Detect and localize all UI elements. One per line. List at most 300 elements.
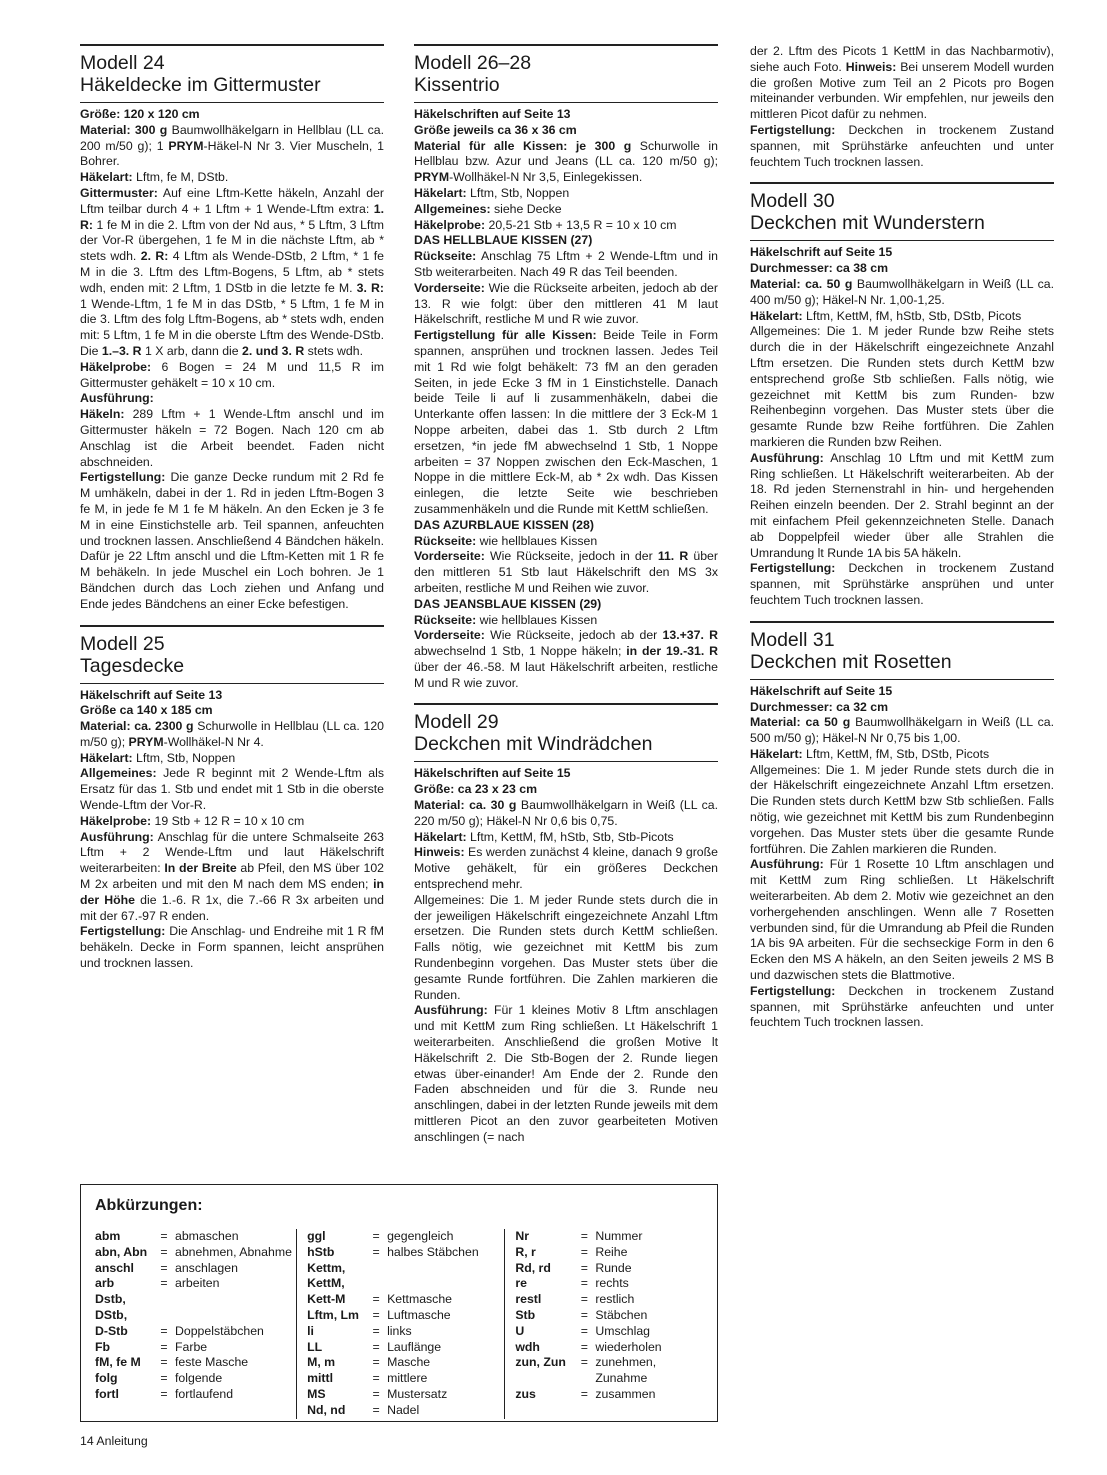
bold-text: Häkelprobe:: [80, 359, 152, 374]
abbreviations-title: Abkürzungen:: [95, 1197, 203, 1214]
bold-text: Material: ca. 30 g: [414, 798, 517, 813]
paragraph: [414, 328, 718, 518]
section-title: [414, 711, 718, 755]
bold-text: Häkelart:: [414, 829, 467, 844]
abbr-value: [175, 1292, 296, 1308]
abbr-row: [95, 1229, 296, 1245]
text: Bei unserem Modell wurden die großen Motive zum Teil an 2 Picots pro Bogen miteinander verbunden. Wir empfehlen, nur jeweils den mittleren Picot dafür zu nehmen.: [750, 59, 1054, 122]
section-title: [80, 633, 384, 677]
abbr-value: feste Masche: [175, 1355, 249, 1370]
paragraph: [80, 107, 384, 123]
abbr-equals: =: [160, 1386, 168, 1401]
paragraph: [80, 407, 384, 470]
abbr-value: [387, 1261, 504, 1293]
bold-text: Häkelart:: [80, 750, 133, 765]
abbreviations-table: [95, 1229, 703, 1419]
abbr-equals: =: [372, 1339, 380, 1354]
abbr-key: DStb,: [95, 1307, 128, 1322]
paragraph: [750, 261, 1054, 277]
text: 1 Wende-Lftm, 1 fe M in das DStb, * 5 Lftm, 1 fe M in die 3. Lftm des folg Lftm-Bogens, ab * stets wdh, enden mit: 5 Lftm, 1 fe M in die oberste Lftm des Wende-DStb. Die: [80, 296, 384, 358]
paragraph: [80, 170, 384, 186]
abbr-key: anschl: [95, 1260, 134, 1275]
bold-text: Häkelschrift auf Seite 15: [750, 683, 893, 698]
bold-text: Fertigstellung:: [750, 983, 836, 998]
bold-text: 3. R:: [356, 280, 384, 295]
text: abwechselnd 1 Stb, 1 Noppe häkeln;: [414, 644, 627, 659]
bold-text: Ausführung:: [80, 391, 154, 406]
abbr-key: fM, fe M: [95, 1355, 141, 1370]
text: Baumwollhäkelgarn in Weiß (LL ca. 400 m/50 g); Häkel-N Nr. 1,00-1,25.: [750, 276, 1055, 307]
abbr-row: [515, 1308, 703, 1324]
text: Auf eine Lftm-Kette häkeln, Anzahl der Lftm teilbar durch 4 + 1 Lftm + 1 Wende-Lftm extra:: [80, 185, 384, 216]
paragraph: [414, 139, 718, 186]
bold-text: Häkelprobe:: [414, 217, 486, 232]
abbr-key: R, r: [515, 1244, 536, 1259]
bold-text: DAS AZURBLAUE KISSEN (28): [414, 517, 594, 532]
abbr-column-1: [95, 1229, 296, 1419]
text: Allgemeines: Die 1. M jeder Runde stets durch die in der Häkelschrift eingezeichnete Anzahl Lftm ersetzen. Die Runden stets durch KettM bzw Stb schließen. Falls nötig, wie gezeichnet mit KettM bis zum Rundenbeginn vorgehen. Das Muster stets über die gesamte Runde fortführen. Die Zahlen markieren die Runden.: [750, 762, 1054, 856]
abbr-key: Rd, rd: [515, 1260, 551, 1275]
abbr-key: Kettm, KettM,: [307, 1260, 346, 1291]
paragraph: [414, 233, 718, 249]
bold-text: Rückseite:: [414, 533, 477, 548]
text: Anschlag 10 Lftm und mit KettM zum Ring schließen. Lt Häkelschrift weiterarbeiten. Ab der 18. Rd jeden Sternenstrahl in hin- und hergehenden Reihen einzeln beenden. Der 2. Strahl beginnt an der mit einfachem Pfeil gekennzeichneten Stelle. Danach ab Doppelpfeil wieder über alle Strahlen die Umrandung lt Runde 1A bis 5A häkeln.: [750, 450, 1054, 560]
abbr-equals: =: [580, 1307, 588, 1322]
abbr-key: Dstb,: [95, 1292, 126, 1307]
abbr-row: [307, 1340, 504, 1356]
bold-text: 1.–3. R: [101, 343, 142, 358]
bold-text: Größe ca 140 x 185 cm: [80, 703, 213, 718]
paragraph: [414, 534, 718, 550]
abbr-row: [515, 1229, 703, 1245]
bold-text: Fertigstellung:: [750, 122, 836, 137]
bold-text: Allgemeines:: [80, 766, 157, 781]
text: Wie Rückseite, jedoch ab der: [484, 628, 663, 643]
bold-text: 2. R:: [140, 249, 169, 264]
paragraph: [414, 281, 718, 328]
text: 20,5-21 Stb + 13,5 R = 10 x 10 cm: [485, 217, 677, 232]
text: Lftm, fe M, DStb.: [132, 170, 229, 185]
section: [80, 44, 384, 613]
abbr-equals: =: [372, 1371, 380, 1386]
bold-text: Fertigstellung:: [80, 924, 166, 939]
section: [750, 44, 1054, 170]
abbr-key: ggl: [307, 1229, 326, 1243]
text: stets wdh.: [304, 343, 363, 358]
divider: [414, 102, 718, 103]
abbr-row: [307, 1292, 504, 1308]
bold-text: Material: ca. 50 g: [750, 276, 853, 291]
text: Lftm, Stb, Noppen: [466, 185, 570, 200]
text: 4 Lftm als Wende-DStb, 2 Lftm, * 1 fe M in die 3. Lftm des Lftm-Bogens, 5 Lftm, ab * stets wdh, enden mit: 2 Lftm, 1 DStb in die letzte fe M.: [80, 249, 384, 295]
abbr-key: Stb: [515, 1307, 536, 1322]
divider: [80, 683, 384, 684]
text: ab Pfeil, den MS über 102 M 2x arbeiten und mit den M nach dem MS enden;: [80, 861, 384, 892]
abbr-equals: =: [160, 1244, 168, 1259]
paragraph: [414, 107, 718, 123]
paragraph: [750, 715, 1054, 747]
abbr-column-3: [504, 1229, 703, 1419]
bold-text: Fertigstellung für alle Kissen:: [414, 328, 597, 343]
paragraph: [750, 309, 1054, 325]
section: [80, 625, 384, 972]
text: Die ganze Decke rundum mit 2 Rd fe M umhäkeln, dabei in der 1. Rd in jeden Lftm-Bogen 3 fe M, in jede fe M 1 fe M häkeln. An den Ecken je 3 fe M in eine Einstichstelle arb. Teil spannen, anfeuchten und trocknen lassen. Anschließend 4 Bändchen häkeln. Dafür je 22 Lftm anschl und die Lftm-Ketten mit 1 R fe M behäkeln. In jede Muschel ein Loch bohren. Je 1 Bändchen durch das Loch ziehen und Anfang und Ende jedes Bändchens an einer Ecke befestigen.: [80, 470, 384, 611]
bold-text: 13.+37. R: [662, 628, 718, 643]
divider: [750, 679, 1054, 680]
abbr-row: [307, 1261, 504, 1293]
abbr-value: zunehmen,: [595, 1355, 657, 1370]
text: Beide Teile in Form spannen, ansprühen und trocknen lassen. Jedes Teil mit 1 Rd wie folgt behäkelt: 73 fM an den geraden Seiten, in jede Ecke 3 fM in 1 Einstichstelle. Danach beide Teile li auf li zusammenhäkeln, dabei die Unterkante offen lassen: In die mittlere der 3 Eck-M 1 Noppe arbeiten, dabei das 1. Stb durch 2 Lftm ersetzen, *in jede fM abwechselnd 1 Stb, 1 Noppe arbeiten = 37 Noppen zwischen den Eck-Maschen, 1 Noppe in die mittlere Eck-M, ab * 2x wdh. Das Kissen einlegen, die letzte Seite wie beschrieben zusammenhäkeln und die Runde mit KettM schließen.: [414, 328, 718, 516]
text: Schurwolle in Hellblau (LL ca. 120 m/50 g);: [80, 719, 384, 749]
bold-text: Rückseite:: [414, 249, 477, 264]
abbr-value: Masche: [387, 1355, 431, 1370]
abbr-equals: =: [160, 1276, 168, 1291]
title-line: Modell 29: [414, 711, 499, 734]
bold-text: Durchmesser: ca 38 cm: [750, 261, 889, 276]
abbr-value: Kettmasche: [387, 1292, 453, 1307]
bold-text: Häkelart:: [750, 308, 803, 323]
abbr-equals: =: [580, 1323, 588, 1338]
abbr-row: [307, 1387, 504, 1403]
bold-text: in der 19.-31. R: [626, 644, 718, 659]
section: [414, 703, 718, 1145]
abbr-value: gegengleich: [387, 1229, 454, 1243]
paragraph: [414, 830, 718, 846]
bold-text: Größe: ca 23 x 23 cm: [414, 782, 538, 797]
paragraph: [750, 324, 1054, 450]
section-title: [750, 190, 1054, 234]
text: über der 46.-58. M laut Häkelschrift arbeiten, restliche M und R wie zuvor.: [414, 659, 718, 690]
section-title: [750, 629, 1054, 673]
abbr-row: [95, 1276, 296, 1292]
bold-text: Größe jeweils ca 36 x 36 cm: [414, 122, 577, 137]
abbr-equals: =: [372, 1244, 380, 1259]
paragraph: [80, 688, 384, 704]
paragraph: [414, 249, 718, 281]
abbr-row: [515, 1276, 703, 1292]
abbr-key: U: [515, 1323, 525, 1338]
abbr-row: [95, 1387, 296, 1403]
text: Die Anschlag- und Endreihe mit 1 R fM behäkeln. Decke in Form spannen, leicht ansprühen und trocknen lassen.: [80, 924, 384, 971]
abbr-value: Mustersatz: [387, 1386, 448, 1401]
text: Anschlag für die untere Schmalseite 263 Lftm + 2 Wende-Lftm und laut Häkelschrift weiterarbeiten:: [80, 829, 384, 876]
paragraph: [414, 186, 718, 202]
bold-text: 1. R:: [80, 201, 384, 232]
abbr-equals: =: [372, 1323, 380, 1338]
text: Für 1 Rosette 10 Lftm anschlagen und mit KettM zum Ring schließen. Lt Häkelschrift weiterarbeiten. Ab dem 2. Motiv wie gezeichnet an den vorhergehenden anschlingen. Wenn alle 7 Rosetten verbunden sind, für die Umrandung ab Pfeil die Runden 1A bis 9A arbeiten. Für die sechseckige Form in den 6 Ecken den MS A häkeln, an den Seiten jeweils 2 MS B und dazwischen stets die Blattmotive.: [750, 857, 1054, 983]
text: Lftm, Stb, Noppen: [132, 750, 236, 765]
abbr-value: Runde: [595, 1260, 632, 1275]
abbr-value: mittlere: [387, 1371, 428, 1386]
bold-text: PRYM: [414, 170, 450, 185]
paragraph: [750, 763, 1054, 858]
bold-text: Material für alle Kissen: je 300 g: [414, 138, 632, 153]
column-3: [750, 44, 1054, 1043]
paragraph: [414, 766, 718, 782]
bold-text: Ausführung:: [750, 450, 824, 465]
abbr-row: [95, 1340, 296, 1356]
page-footer: 14 Anleitung: [80, 1434, 148, 1448]
abbr-row: [515, 1371, 703, 1387]
abbr-row: [95, 1324, 296, 1340]
paragraph: [750, 857, 1054, 983]
text: Lftm, KettM, fM, Stb, DStb, Picots: [802, 746, 990, 761]
text: die 1.-6. R 1x, die 7.-66 R 3x arbeiten und mit der 67.-97 R enden.: [80, 892, 385, 923]
text: 19 Stb + 12 R = 10 x 10 cm: [151, 813, 305, 828]
text: Allgemeines: Die 1. M jeder Runde bzw Reihe stets durch die in der Häkelschrift eingezeichnete Anzahl Lftm ersetzen. Die Runden stets durch KettM bzw entsprechend große Stb schließen. Falls nötig, wie gezeichnet mit KettM bis zum Runden- bzw Reihenbeginn vorgehen. Das Muster stets über die gesamte Runde bzw Reihe fortführen. Die Zahlen markieren die Runden bzw Reihen.: [750, 324, 1054, 449]
abbr-key: mittl: [307, 1371, 334, 1386]
title-line: Deckchen mit Rosetten: [750, 650, 952, 673]
divider: [80, 102, 384, 103]
bold-text: Rückseite:: [414, 612, 477, 627]
section: [414, 44, 718, 691]
abbr-value: anschlagen: [175, 1260, 238, 1275]
abbr-key: D-Stb: [95, 1323, 128, 1338]
abbr-value: rechts: [595, 1276, 629, 1291]
abbr-value: abnehmen, Abnahme: [175, 1244, 292, 1259]
bold-text: Häkelschriften auf Seite 15: [414, 766, 571, 781]
bold-text: Material: ca. 2300 g: [80, 719, 194, 734]
abbr-column-2: [296, 1229, 504, 1419]
abbr-key: [515, 1371, 573, 1387]
paragraph: [80, 751, 384, 767]
text: Baumwollhäkelgarn in Weiß (LL ca. 500 m/50 g); Häkel-N Nr 0,75 bis 1,00.: [750, 715, 1055, 746]
text: 6 Bogen = 24 M und 11,5 R im Gittermuster gehäkelt = 10 x 10 cm.: [80, 359, 384, 390]
text: Baumwollhäkelgarn in Hellblau (LL ca. 200 m/50 g); 1: [80, 122, 385, 153]
paragraph: [414, 1003, 718, 1145]
abbr-equals: =: [160, 1339, 168, 1354]
bold-text: Häkelschrift auf Seite 15: [750, 245, 893, 260]
bold-text: Häkelart:: [80, 170, 133, 185]
abbr-value: Lauflänge: [387, 1339, 442, 1354]
abbr-key: zun, Zun: [515, 1355, 566, 1370]
paragraph: [750, 984, 1054, 1031]
bold-text: Vorderseite:: [414, 628, 485, 643]
abbr-equals: =: [580, 1229, 588, 1243]
abbr-equals: =: [372, 1386, 380, 1401]
abbr-value: fortlaufend: [175, 1386, 234, 1401]
title-line: Tagesdecke: [80, 654, 185, 677]
bold-text: Fertigstellung:: [750, 561, 836, 576]
text: Für 1 kleines Motiv 8 Lftm anschlagen und mit KettM zum Ring schließen. Lt Häkelschrift 1 weiterarbeiten. Anschließend die großen Motive lt Häkelschrift 2. Die Stb-Bogen der 2. Runde liegen etwas über-einander! Am Ende der 2. Runde den Faden abschneiden und für die 3. Runde neu anschlingen, dabei in der letzten Runde jeweils mit dem mittleren Picot an den zuvor gearbeiteten Motiven anschlingen (= nach: [414, 1003, 718, 1144]
abbr-key: abm: [95, 1229, 121, 1243]
text: Deckchen in trockenem Zustand spannen, mit Sprühstärke anfeuchten und unter feuchtem Tuch trocknen lassen.: [750, 983, 1054, 1030]
paragraph: [80, 360, 384, 392]
paragraph: [414, 202, 718, 218]
abbr-key: Lftm, Lm: [307, 1307, 359, 1322]
text: Lftm, KettM, fM, hStb, Stb, DStb, Picots: [802, 308, 1022, 323]
text: 1 X arb, dann die: [141, 343, 243, 358]
abbreviations-box: [80, 1184, 718, 1422]
abbr-equals: =: [580, 1260, 588, 1275]
paragraph: [80, 186, 384, 360]
abbr-value: abmaschen: [175, 1229, 239, 1243]
bold-text: Gittermuster:: [80, 185, 158, 200]
paragraph: [80, 703, 384, 719]
paragraph: [414, 845, 718, 892]
bold-text: In der Breite: [164, 861, 237, 876]
bold-text: DAS JEANSBLAUE KISSEN (29): [414, 596, 602, 611]
abbr-key: M, m: [307, 1355, 336, 1370]
bold-text: Vorderseite:: [414, 549, 485, 564]
abbr-row: [515, 1261, 703, 1277]
abbr-equals: =: [372, 1292, 380, 1307]
abbr-row: [95, 1261, 296, 1277]
abbr-key: li: [307, 1323, 314, 1338]
paragraph: [414, 518, 718, 534]
abbr-value: Reihe: [595, 1244, 628, 1259]
abbr-row: [307, 1403, 504, 1419]
paragraph: [750, 700, 1054, 716]
bold-text: Häkelschriften auf Seite 13: [414, 107, 571, 121]
abbr-equals: =: [372, 1355, 380, 1370]
bold-text: PRYM: [168, 138, 204, 153]
abbr-row: [515, 1355, 703, 1371]
abbr-equals: =: [372, 1402, 380, 1417]
paragraph: [80, 719, 384, 751]
abbr-equals: =: [160, 1323, 168, 1338]
abbr-key: folg: [95, 1371, 118, 1386]
paragraph: [414, 893, 718, 1004]
abbr-value: links: [387, 1323, 412, 1338]
abbr-row: [515, 1340, 703, 1356]
abbr-key: LL: [307, 1339, 323, 1354]
abbr-row: [307, 1355, 504, 1371]
paragraph: [414, 597, 718, 613]
paragraph: [414, 613, 718, 629]
bold-text: DAS HELLBLAUE KISSEN (27): [414, 233, 593, 248]
paragraph: [414, 123, 718, 139]
bold-text: 2. und 3. R: [242, 343, 305, 358]
abbr-key: arb: [95, 1276, 115, 1291]
abbr-row: [307, 1245, 504, 1261]
abbr-key: re: [515, 1276, 527, 1291]
text: wie hellblaues Kissen: [476, 533, 598, 548]
abbr-row: [515, 1387, 703, 1403]
paragraph: [750, 277, 1054, 309]
abbr-row: [515, 1245, 703, 1261]
text: -Wollhäkel-N Nr 4.: [163, 734, 264, 749]
bold-text: Ausführung:: [750, 857, 824, 872]
section-title: [414, 52, 718, 96]
abbr-value: Zunahme: [595, 1371, 648, 1386]
abbr-key: abn, Abn: [95, 1244, 148, 1259]
text: Es werden zunächst 4 kleine, danach 9 große Motive gehäkelt, für ein größeres Deckchen entsprechend mehr.: [414, 845, 718, 892]
abbr-value: wiederholen: [595, 1339, 662, 1354]
section: [750, 182, 1054, 608]
abbr-value: halbes Stäbchen: [387, 1244, 479, 1259]
title-line: Modell 24: [80, 52, 165, 74]
paragraph: [750, 123, 1054, 170]
bold-text: Häkelschrift auf Seite 13: [80, 687, 223, 702]
abbr-value: arbeiten: [175, 1276, 220, 1291]
bold-text: Häkelart:: [414, 185, 467, 200]
bold-text: Hinweis:: [414, 845, 465, 860]
abbr-equals: =: [372, 1229, 380, 1243]
abbr-row: [95, 1308, 296, 1324]
title-line: Deckchen mit Windrädchen: [414, 733, 653, 756]
title-line: Modell 26–28: [414, 52, 532, 74]
paragraph: [80, 830, 384, 925]
paragraph: [750, 44, 1054, 123]
abbr-value: [175, 1308, 296, 1324]
abbr-row: [95, 1355, 296, 1371]
title-line: Modell 30: [750, 190, 835, 213]
abbr-row: [307, 1324, 504, 1340]
abbr-key: hStb: [307, 1244, 335, 1259]
text: Deckchen in trockenem Zustand spannen, mit Sprühstärke anfeuchten und unter feuchtem Tuch trocknen lassen.: [750, 122, 1054, 169]
bold-text: Größe: 120 x 120 cm: [80, 107, 200, 121]
abbr-key: MS: [307, 1386, 326, 1401]
abbr-equals: [153, 1308, 175, 1324]
text: Anschlag 75 Lftm + 2 Wende-Lftm und in Stb weiterarbeiten. Nach 49 R das Teil beenden.: [414, 249, 718, 279]
bold-text: Material: ca 50 g: [750, 715, 851, 730]
text: Wie die Rückseite arbeiten, jedoch ab der 13. R wie folgt: über den mittleren 41 M laut Häkelschrift, restliche M und R wie zuvor.: [414, 280, 718, 327]
bold-text: in der Höhe: [80, 877, 384, 907]
abbr-key: Nr: [515, 1229, 529, 1243]
paragraph: [750, 684, 1054, 700]
text: 289 Lftm + 1 Wende-Lftm anschl und im Gittermuster häkeln = 72 Bogen. Nach 120 cm ab Anschlag ist die Arbeit beendet. Faden nicht abschneiden.: [80, 407, 384, 469]
abbr-equals: =: [580, 1276, 588, 1291]
text: -Häkel-N Nr 3. Vier Muscheln, 1 Bohrer.: [80, 138, 384, 169]
bold-text: Häkeln:: [80, 407, 125, 422]
abbr-equals: [365, 1261, 387, 1293]
paragraph: [414, 628, 718, 691]
abbr-value: Farbe: [175, 1339, 208, 1354]
abbr-equals: =: [160, 1355, 168, 1370]
title-line: Modell 31: [750, 628, 835, 651]
abbr-key: zus: [515, 1386, 536, 1401]
abbr-equals: =: [372, 1307, 380, 1322]
abbr-equals: =: [160, 1260, 168, 1275]
abbr-key: restl: [515, 1292, 542, 1307]
paragraph: [750, 245, 1054, 261]
abbr-value: restlich: [595, 1292, 635, 1307]
column-1: [80, 44, 384, 984]
abbr-equals: =: [580, 1339, 588, 1354]
abbr-value: Umschlag: [595, 1323, 650, 1338]
abbr-value: Stäbchen: [595, 1307, 648, 1322]
bold-text: Fertigstellung:: [80, 470, 166, 485]
abbr-row: [95, 1371, 296, 1387]
abbr-equals: =: [580, 1292, 588, 1307]
bold-text: Häkelart:: [750, 746, 803, 761]
section: [750, 621, 1054, 1032]
abbr-equals: [153, 1292, 175, 1308]
text: der 2. Lftm des Picots 1 KettM in das Nachbarmotiv), siehe auch Foto.: [750, 44, 1054, 74]
bold-text: PRYM: [128, 734, 164, 749]
title-line: Häkeldecke im Gittermuster: [80, 74, 321, 96]
abbr-row: [515, 1292, 703, 1308]
paragraph: [80, 766, 384, 813]
paragraph: [80, 814, 384, 830]
paragraph: [750, 747, 1054, 763]
abbr-equals: =: [160, 1371, 168, 1386]
text: wie hellblaues Kissen: [476, 612, 598, 627]
abbr-value: Nummer: [595, 1229, 643, 1243]
text: Allgemeines: Die 1. M jeder Runde stets durch die in der jeweiligen Häkelschrift eingezeichnete Anzahl Lftm ersetzen. Die Runden stets durch KettM schließen. Falls nötig, wie gezeichnet mit KettM bis zum Rundenbeginn vorgehen. Das Muster stets über die gesamte Runde fortführen. Die Zahlen markieren die Runden.: [414, 892, 718, 1002]
paragraph: [80, 391, 384, 407]
abbr-key: Kett-M: [307, 1292, 346, 1307]
divider: [750, 240, 1054, 241]
abbr-value: Luftmasche: [387, 1307, 451, 1322]
title-line: Kissentrio: [414, 74, 500, 96]
text: siehe Decke: [490, 201, 562, 216]
text: Jede R beginnt mit 2 Wende-Lftm als Ersatz für das 1. Stb und endet mit 1 Stb in die oberste Wende-Lftm der Vor-R.: [80, 766, 384, 813]
abbr-value: Nadel: [387, 1402, 420, 1417]
text: Lftm, KettM, fM, hStb, Stb, Stb-Picots: [466, 829, 674, 844]
abbr-key: Nd, nd: [307, 1402, 346, 1417]
